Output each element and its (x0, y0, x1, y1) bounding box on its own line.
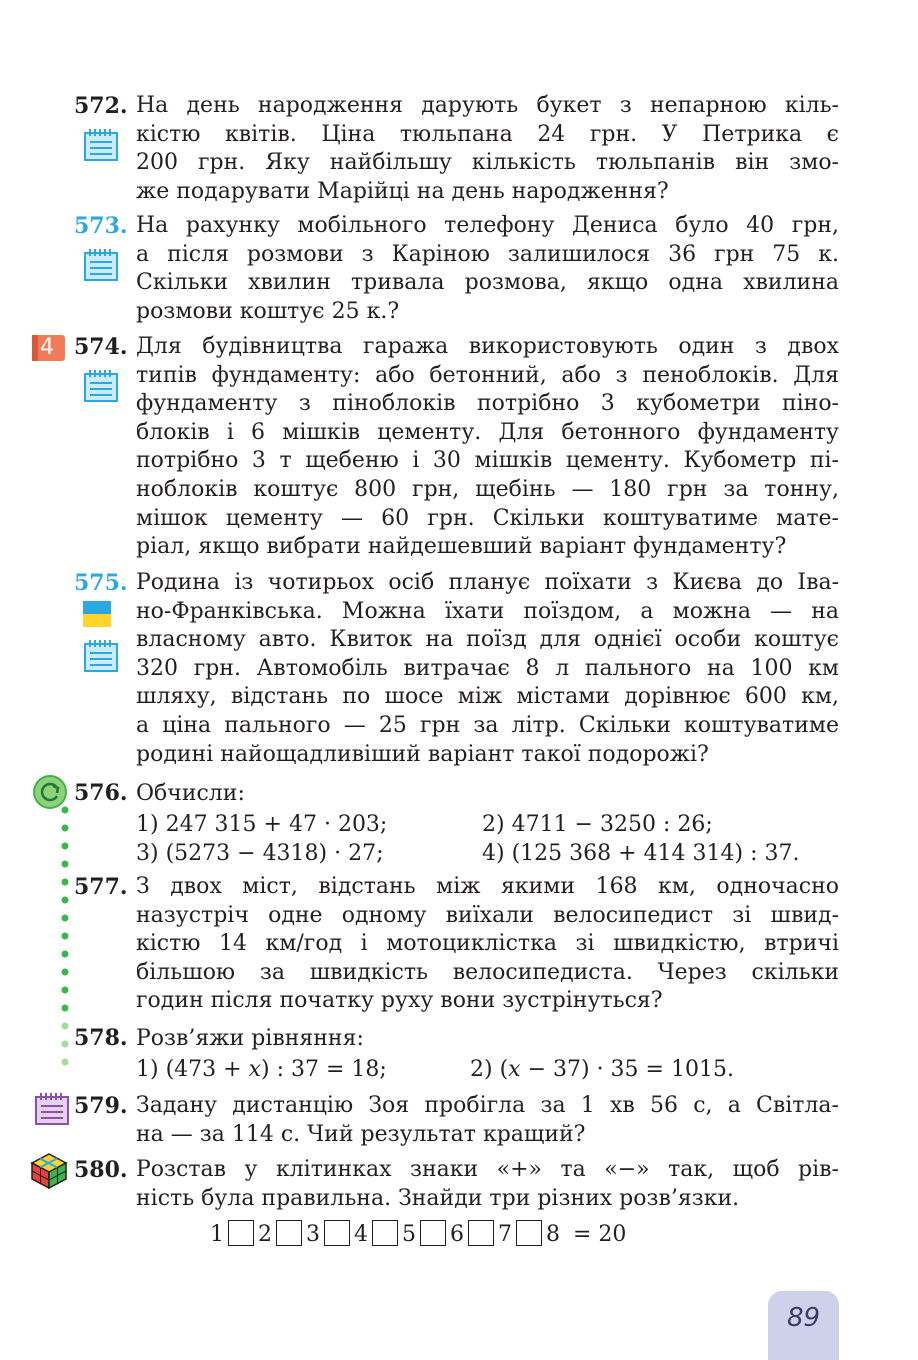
notebook-icon (83, 369, 119, 403)
puzzle-number: 6 (450, 1222, 464, 1247)
text-line: кістю квітів. Ціна тюльпана 24 грн. У Петрика є (136, 121, 839, 147)
problem-number: 579. (74, 1093, 128, 1119)
equation-part: 2) ( (470, 1057, 509, 1082)
problem-number: 577. (74, 874, 128, 900)
problem-title: Обчисли: (136, 781, 245, 806)
equation-1 (136, 1055, 387, 1084)
problem-text (136, 212, 839, 326)
sign-box (228, 1220, 254, 1246)
problem-text (136, 873, 839, 1016)
level-badge-label: 4 (40, 335, 54, 360)
equation-2 (470, 1055, 734, 1084)
notebook-purple-icon (34, 1092, 70, 1126)
problem-text (136, 1092, 839, 1149)
equation-variable: x (508, 1057, 521, 1082)
puzzle-result: = 20 (573, 1222, 627, 1247)
expression-3: 3) (5273 − 4318) · 27; (136, 841, 384, 866)
sign-box (468, 1220, 494, 1246)
text-line: більшою за швидкість велосипедиста. Через скільки (136, 959, 839, 985)
review-dotted-line (61, 806, 69, 1066)
problem-text (136, 1156, 839, 1213)
text-line: Розстав у клітинках знаки «+» та «−» так, щоб рів- (136, 1157, 839, 1182)
text-line: Для будівництва гаража використовують один з двох (136, 334, 839, 359)
problem-number: 580. (74, 1157, 128, 1183)
text-line: а після розмови з Каріною залишилося 36 грн 75 к. (136, 241, 839, 267)
problem-text (136, 92, 839, 206)
repeat-icon (32, 774, 68, 810)
expression-2: 2) 4711 − 3250 : 26; (482, 812, 713, 837)
text-line: Родина із чотирьох осіб планує поїхати з Києва до Іва- (136, 570, 839, 595)
equation-part: ) : 37 = 18; (261, 1057, 387, 1082)
text-line: З двох міст, відстань між якими 168 км, одночасно (136, 874, 839, 899)
text-line: Задану дистанцію Зоя пробігла за 1 хв 56 с, а Світла- (136, 1093, 839, 1118)
problem-number: 575. (74, 570, 128, 596)
expression-1: 1) 247 315 + 47 · 203; (136, 812, 388, 837)
problem-number: 574. (74, 334, 128, 360)
text-line: 200 грн. Яку найбільшу кількість тюльпанів він змо- (136, 150, 839, 176)
text-line: 320 грн. Автомобіль витрачає 8 л пального на 100 км (136, 655, 839, 681)
problem-text (136, 569, 839, 769)
text-line: фундаменту з піноблоків потрібно 3 кубометри піно- (136, 391, 839, 417)
puzzle-cube-icon (30, 1152, 68, 1190)
sign-box (420, 1220, 446, 1246)
text-line: кістю 14 км/год і мотоциклістка зі швидкістю, втричі (136, 931, 839, 957)
text-line: годин після початку руху вони зустрінуться? (136, 988, 663, 1014)
puzzle-number: 8 (546, 1222, 560, 1247)
text-line: мішок цементу — 60 грн. Скільки коштуватиме мате- (136, 505, 839, 531)
problem-number: 576. (74, 780, 128, 806)
puzzle-number: 2 (258, 1222, 272, 1247)
puzzle-number: 7 (498, 1222, 512, 1247)
text-line: родині найощадливіший варіант такої подорожі? (136, 741, 709, 767)
text-line: типів фундаменту: або бетонний, або з пеноблоків. Для (136, 362, 839, 388)
problem-title: Розв’яжи рівняння: (136, 1026, 364, 1051)
ukraine-flag-icon (83, 601, 111, 627)
text-line: власному авто. Квиток на поїзд для однієї особи коштує (136, 627, 839, 653)
page-number-tab (768, 1291, 839, 1360)
notebook-icon (83, 639, 119, 673)
text-line: же подарувати Марійці на день народження? (136, 178, 669, 204)
text-line: блоків і 6 мішків цементу. Для бетонного фундаменту (136, 419, 839, 445)
puzzle-number: 4 (354, 1222, 368, 1247)
sign-box (276, 1220, 302, 1246)
text-line: шляху, відстань по шосе між містами дорівнює 600 км, (136, 684, 839, 710)
puzzle-number: 3 (306, 1222, 320, 1247)
text-line: Скільки хвилин тривала розмова, якщо одна хвилина (136, 270, 839, 296)
text-line: назустріч одне одному виїхали велосипедист зі швид- (136, 902, 839, 928)
problem-number: 572. (74, 93, 128, 119)
sign-box (324, 1220, 350, 1246)
text-line: потрібно 3 т щебеню і 30 мішків цементу. Кубометр пі- (136, 448, 839, 474)
problem-number: 573. (74, 213, 128, 239)
sign-puzzle-row (210, 1220, 626, 1250)
text-line: ність була правильна. Знайди три різних розв’язки. (136, 1185, 740, 1211)
text-line: На день народження дарують букет з непарною кіль- (136, 93, 839, 118)
sign-box (516, 1220, 542, 1246)
problem-number: 578. (74, 1025, 128, 1051)
text-line: на — за 114 с. Чий результат кращий? (136, 1121, 586, 1147)
text-line: но-Франківська. Можна їхати поїздом, а можна — на (136, 598, 839, 624)
problem-text (136, 333, 839, 562)
notebook-icon (83, 248, 119, 282)
puzzle-number: 5 (402, 1222, 416, 1247)
page-number: 89 (786, 1303, 821, 1333)
puzzle-number: 1 (210, 1222, 224, 1247)
equation-part: − 37) · 35 = 1015. (520, 1057, 734, 1082)
text-line: ріал, якщо вибрати найдешевший варіант фундаменту? (136, 534, 787, 560)
text-line: ноблоків коштує 800 грн, щебінь — 180 грн за тонну, (136, 476, 839, 502)
notebook-icon (83, 128, 119, 162)
text-line: На рахунку мобільного телефону Дениса було 40 грн, (136, 213, 839, 238)
equation-variable: x (248, 1057, 261, 1082)
equation-part: 1) (473 + (136, 1057, 249, 1082)
text-line: а ціна пального — 25 грн за літр. Скільки коштуватиме (136, 712, 839, 738)
text-line: розмови коштує 25 к.? (136, 298, 400, 324)
sign-box (372, 1220, 398, 1246)
expression-4: 4) (125 368 + 414 314) : 37. (482, 841, 800, 866)
